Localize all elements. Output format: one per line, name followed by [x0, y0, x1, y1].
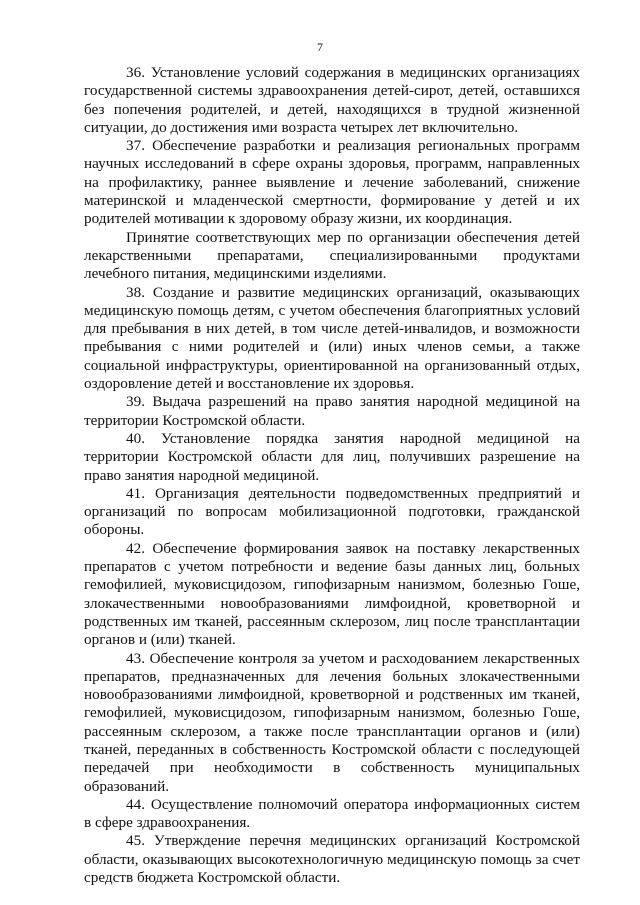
paragraph-item-39: 39. Выдача разрешений на право занятия народной медициной на территории Костромской области. — [84, 393, 580, 429]
paragraph-item-41: 41. Организация деятельности подведомственных предприятий и организаций по вопросам мобилизационной подготовки, гражданской обороны. — [84, 484, 580, 539]
paragraph-item-45: 45. Утверждение перечня медицинских организаций Костромской области, оказывающих высокотехнологичную медицинскую помощь за счет средств бюджета Костромской области. — [84, 832, 580, 887]
paragraph-item-40: 40. Установление порядка занятия народной медициной на территории Костромской области для лиц, получивших разрешение на право занятия народной медициной. — [84, 429, 580, 484]
paragraph-item-42: 42. Обеспечение формирования заявок на поставку лекарственных препаратов с учетом потребности и ведение базы данных лиц, больных гемофилией, муковисцидозом, гипофизарным нанизмом, болезнью Гоше, злокачественными новообразованиями лимфоидной, кроветворной и родственных им тканей, рассеянным склерозом, лиц после трансплантации органов и (или) тканей. — [84, 539, 580, 649]
paragraph-item-38: 38. Создание и развитие медицинских организаций, оказывающих медицинскую помощь детям, с учетом обеспечения благоприятных условий для пребывания в них детей, в том числе детей-инвалидов, и возможности пребывания с ними родителей и (или) иных членов семьи, а также социальной инфраструктуры, ориентированной на организованный отдых, оздоровление детей и восстановление их здоровья. — [84, 283, 580, 393]
paragraph-item-43: 43. Обеспечение контроля за учетом и расходованием лекарственных препаратов, предназначенных для лечения больных злокачественными новообразованиями лимфоидной, кроветворной и родственных им тканей, гемофилией, муковисцидозом, гипофизарным нанизмом, болезнью Гоше, рассеянным склерозом, а также после трансплантации органов и (или) тканей, переданных в собственность Костромской области с последующей передачей при необходимости в собственность муниципальных образований. — [84, 649, 580, 795]
document-body — [84, 64, 580, 887]
paragraph-item-36: 36. Установление условий содержания в медицинских организациях государственной системы здравоохранения детей-сирот, детей, оставшихся без попечения родителей, и детей, находящихся в трудной жизненной ситуации, до достижения ими возраста четырех лет включительно. — [84, 64, 580, 136]
paragraph-item-37-continuation: Принятие соответствующих мер по организации обеспечения детей лекарственными препаратами, специализированными продуктами лечебного питания, медицинскими изделиями. — [84, 228, 580, 283]
paragraph-item-37: 37. Обеспечение разработки и реализация региональных программ научных исследований в сфере охраны здоровья, программ, направленных на профилактику, раннее выявление и лечение заболеваний, снижение материнской и младенческой смертности, формирование у детей и их родителей мотивации к здоровому образу жизни, их координация. — [84, 137, 580, 228]
page-number: 7 — [317, 40, 323, 54]
paragraph-item-44: 44. Осуществление полномочий оператора информационных систем в сфере здравоохранения. — [84, 795, 580, 832]
